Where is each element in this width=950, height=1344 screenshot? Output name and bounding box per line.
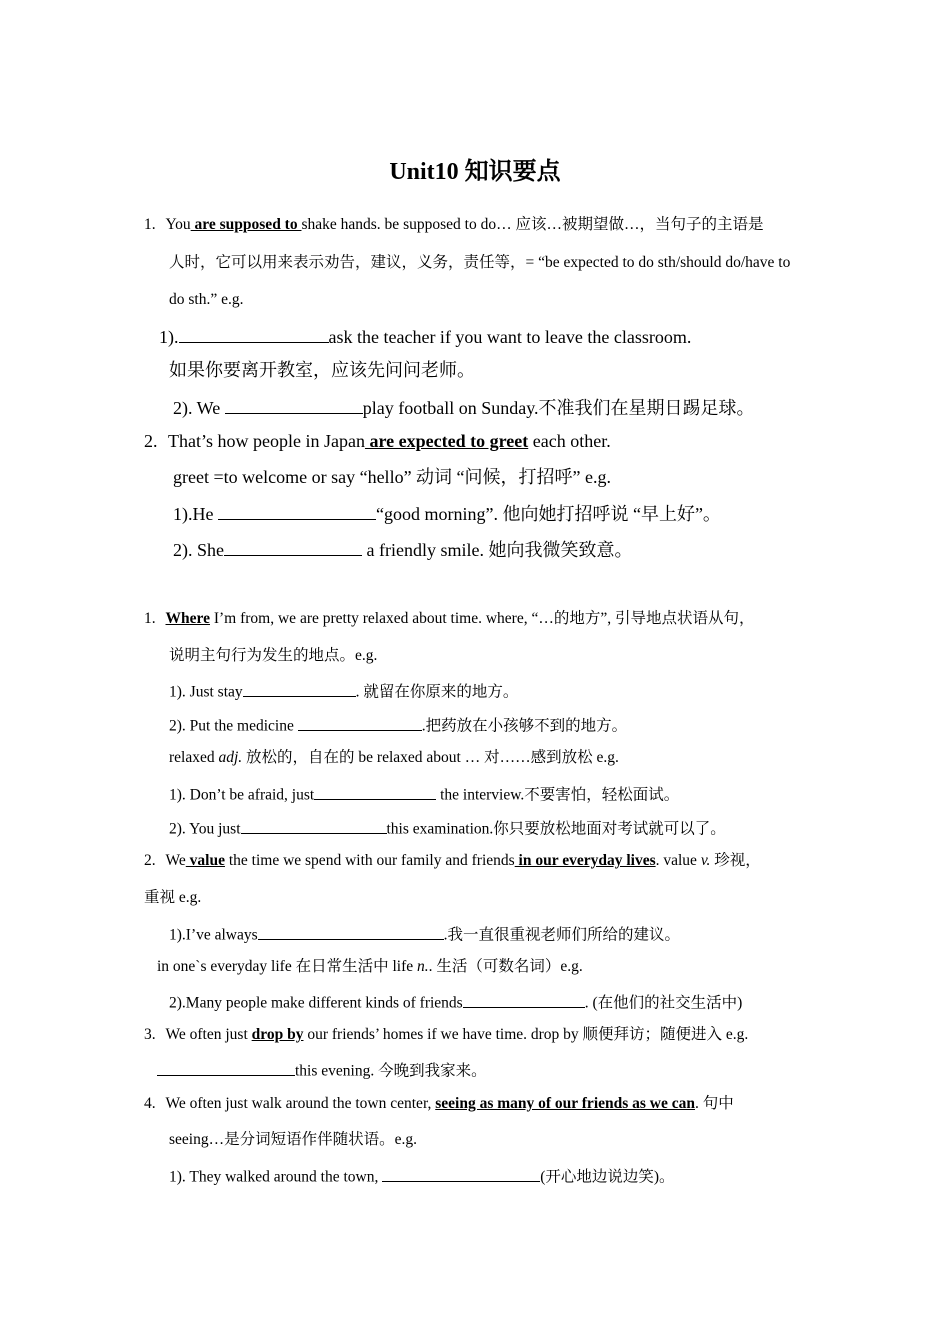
life-note-a: in one`s everyday life 在日常生活中 life [157,958,417,975]
s2-item4-pre: We often just walk around the town center, [165,1095,436,1112]
s1-item2-ex1-pre: 1).He [173,504,218,525]
life-note-b: . 生活（可数名词）e.g. [428,958,583,975]
s2-item2-ex1-pre: 1).I’ve always [169,926,258,944]
s2-item2-ex2-text: . (在他们的社交生活中) [584,994,743,1012]
s1-item2-example2 [173,538,632,562]
answer-blank [463,992,585,1008]
s2-item1-post: I’m from, we are pretty relaxed about time. where, “…的地方”, 引导地点状语从句， [209,610,755,627]
s2-item1-key-word: Where [165,610,210,627]
page-title: Unit10 知识要点 [389,159,561,185]
s2-item3-ex-text: this evening. 今晚到我家来。 [295,1062,487,1080]
s2-item3-number: 3. [144,1026,156,1043]
s2-item2-key-phrase: in our everyday lives [514,852,656,869]
answer-blank [241,818,387,834]
s2-item2-ex2-pre: 2).Many people make different kinds of friends [169,994,463,1012]
s1-item1-ex1-text: ask the teacher if you want to leave the classroom. [328,327,692,348]
answer-blank [225,396,363,414]
s1-item1-line1 [144,216,763,235]
s2-item3-line1 [144,1026,748,1045]
s1-item1-post: shake hands. be supposed to do… 应该…被期望做…，当句子的主语是 [301,216,764,233]
s1-item1-line3: do sth.” e.g. [169,291,244,308]
s1-item1-pre: You [165,216,191,233]
life-pos: n. [417,958,429,975]
s2-item1-line1 [144,610,754,629]
s2-item1-example4 [169,818,726,839]
s2-item2-ex1-text: .我一直很重视老师们所给的建议。 [443,926,681,944]
s1-item1-number: 1. [144,216,156,233]
s2-item1-example2 [169,715,627,736]
s2-item3-pre: We often just [165,1026,252,1043]
s2-item1-relaxed-note [169,749,619,768]
s2-item2-post-b: 珍视， [710,852,761,869]
s2-item1-ex1-pre: 1). Just stay [169,683,243,701]
s1-item2-number: 2. [144,431,158,451]
s2-item4-line2: seeing…是分词短语作伴随状语。e.g. [169,1131,417,1148]
s2-item1-example1 [169,681,518,702]
relaxed-pos: adj. [218,749,243,766]
s1-item1-ex2-pre: 2). We [173,398,225,419]
s2-item3-post: our friends’ homes if we have time. drop by 顺便拜访；随便进入 e.g. [303,1026,749,1043]
s1-item1-example2 [173,396,755,420]
s2-item2-number: 2. [144,852,156,869]
s1-item1-key-phrase: are supposed to [190,216,302,233]
relaxed-word: relaxed [169,749,219,766]
s1-item1-ex1-chinese: 如果你要离开教室，应该先问问老师。 [169,360,475,380]
s2-item2-life-note [157,958,583,977]
s2-item2-example2 [169,992,742,1013]
answer-blank [179,325,329,343]
s1-item2-post: each other. [528,431,611,451]
s2-item4-ex1-pre: 1). They walked around the town, [169,1168,383,1186]
s2-item1-line2: 说明主句行为发生的地点。e.g. [169,647,378,664]
s1-item2-key-phrase: are expected to greet [364,431,529,451]
s2-item4-ex1-text: (开心地边说边笑)。 [540,1168,675,1186]
s1-item2-ex2-text: a friendly smile. 她向我微笑致意。 [362,540,633,561]
s2-item3-example [157,1060,487,1081]
s2-item4-number: 4. [144,1095,156,1112]
answer-blank [157,1060,295,1076]
s2-item2-pre: We [165,852,186,869]
s2-item1-ex3-text: the interview.不要害怕，轻松面试。 [436,786,680,804]
answer-blank [382,1166,540,1182]
s1-item2-pre: That’s how people in Japan [168,431,365,451]
s2-item2-line2: 重视 e.g. [144,889,202,906]
s1-item1-line2: 人时，它可以用来表示劝告，建议，义务，责任等，= “be expected to do sth/should do/have to [169,254,791,271]
s2-item2-example1 [169,924,680,945]
s2-item1-ex2-pre: 2). Put the medicine [169,717,298,735]
s2-item1-example3 [169,784,679,805]
s1-item1-ex1-number: 1). [159,327,179,348]
s2-item2-pos: v. [700,852,711,869]
s2-item1-ex4-pre: 2). You just [169,820,241,838]
s2-item4-example1 [169,1166,675,1187]
s1-item2-ex1-text: “good morning”. 他向她打招呼说 “早上好”。 [375,504,721,525]
s2-item4-post: . 句中 [695,1095,734,1112]
s2-item1-ex1-text: . 就留在你原来的地方。 [355,683,519,701]
answer-blank [258,924,444,940]
s2-item1-ex3-pre: 1). Don’t be afraid, just [169,786,315,804]
s2-item2-mid: the time we spend with our family and friends [224,852,515,869]
s2-item4-key-phrase: seeing as many of our friends as we can [435,1095,696,1112]
s2-item1-ex4-text: this examination.你只要放松地面对考试就可以了。 [386,820,726,838]
s2-item2-key-word: value [185,852,225,869]
answer-blank [224,538,362,556]
s1-item1-ex2-text: play football on Sunday.不准我们在星期日踢足球。 [362,398,755,419]
answer-blank [218,502,376,520]
s1-item2-ex2-pre: 2). She [173,540,224,561]
s2-item2-line1 [144,852,761,871]
s2-item3-key-phrase: drop by [251,1026,304,1043]
answer-blank [243,681,356,697]
s1-item1-example1 [159,325,691,349]
relaxed-post: 放松的，自在的 be relaxed about … 对……感到放松 e.g. [242,749,619,766]
s2-item2-post-a: . value [655,852,701,869]
answer-blank [298,715,422,731]
s2-item4-line1 [144,1095,734,1114]
s1-item2-definition: greet =to welcome or say “hello” 动词 “问候，打招呼” e.g. [173,467,612,487]
s2-item1-ex2-text: .把药放在小孩够不到的地方。 [421,717,628,735]
s1-item2-example1 [173,502,721,526]
s1-item2-line1 [144,431,611,453]
s2-item1-number: 1. [144,610,156,627]
answer-blank [314,784,436,800]
